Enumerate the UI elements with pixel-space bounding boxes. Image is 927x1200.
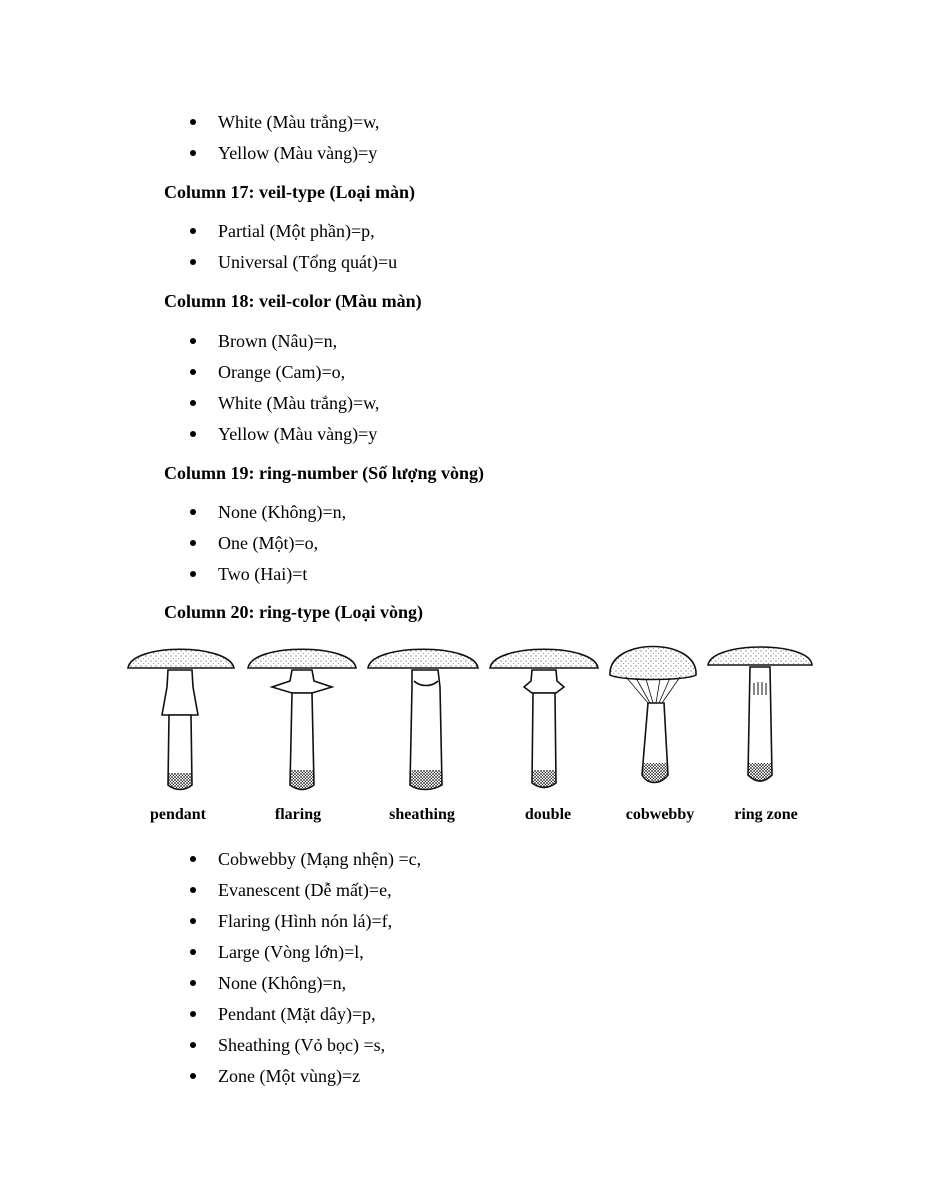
caption-pendant: pendant [149, 806, 207, 823]
caption-sheathing: sheathing [389, 806, 455, 823]
mushroom-sheathing [368, 649, 478, 789]
caption-flaring: flaring [274, 806, 322, 823]
mushroom-double [490, 649, 598, 787]
section-heading-column-18: Column 18: veil-color (Màu màn) [164, 291, 422, 311]
mushroom-cobwebby [610, 647, 696, 783]
section-heading-column-20: Column 20: ring-type (Loại vòng) [164, 602, 424, 622]
caption-double: double [524, 806, 572, 823]
mushroom-flaring [248, 649, 356, 789]
section-heading-column-17: Column 17: veil-type (Loại màn) [164, 182, 415, 202]
mushroom-ring-zone [708, 647, 812, 781]
ring-type-figure [120, 635, 820, 795]
mushroom-pendant [128, 649, 234, 789]
section-heading-column-19: Column 19: ring-number (Số lượng vòng) [164, 463, 484, 483]
caption-ring-zone: ring zone [734, 806, 798, 823]
caption-cobwebby: cobwebby [625, 806, 695, 823]
